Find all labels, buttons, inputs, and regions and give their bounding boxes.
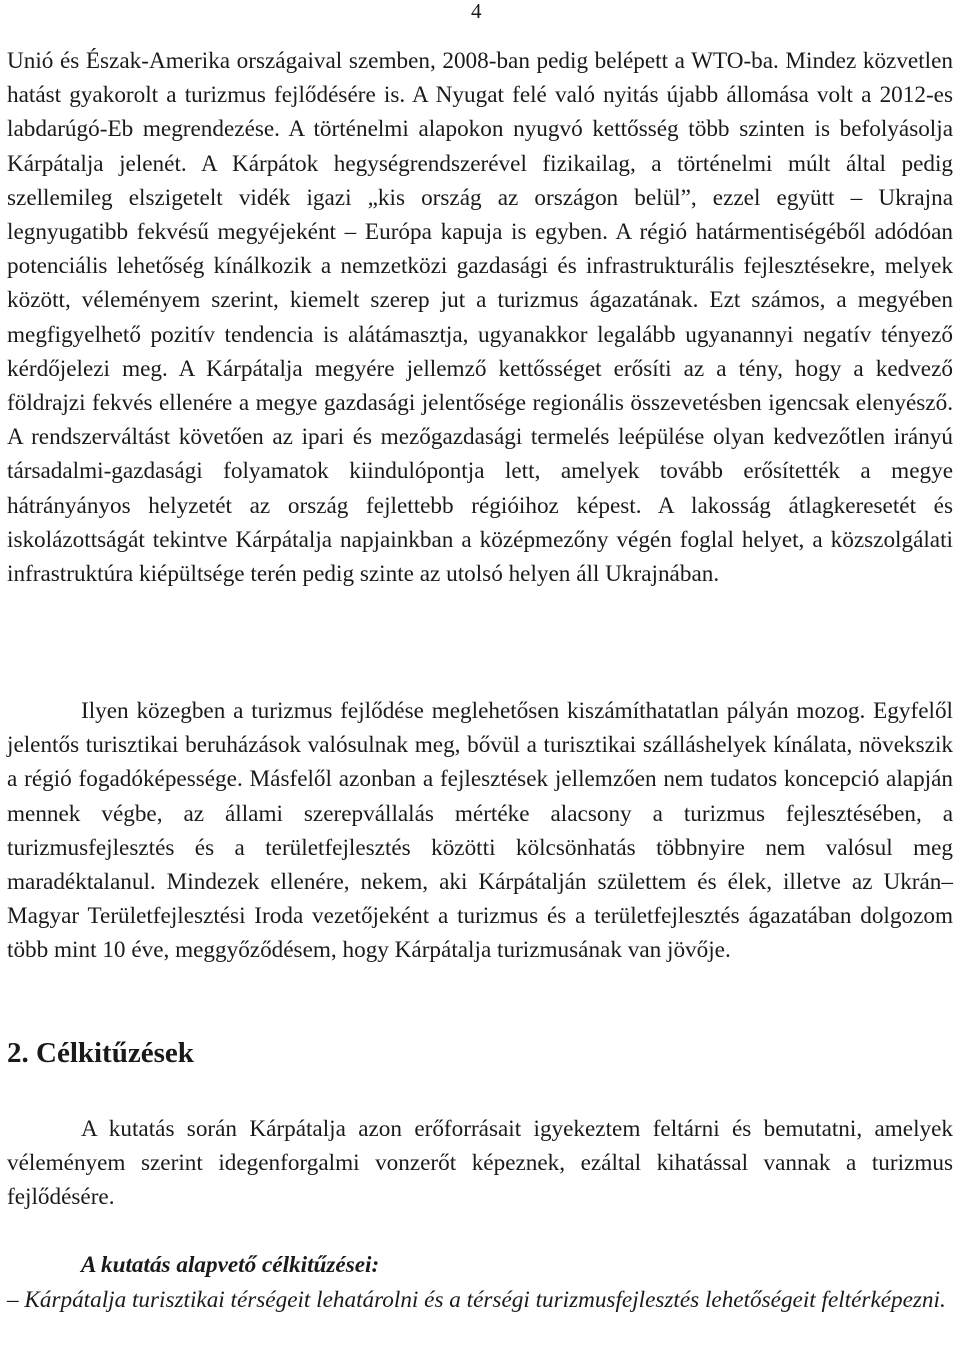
body-paragraph-1: Unió és Észak-Amerika országaival szemben, 2008-ban pedig belépett a WTO-ba. Mindez közvetlen hatást gyakorolt a turizmus fejlődésére is. A Nyugat felé való nyitás újabb állomása volt a 2012-es labdarúgó-Eb megrendezése. A történelmi alapokon nyugvó kettősség több szinten is befolyásolja Kárpátalja jelenét. A Kárpátok hegységrendszerével fizikailag, a történelmi múlt által pedig szellemileg elszigetelt vidék igazi „kis ország az országon belül”, ezzel együtt – Ukrajna legnyugatibb fekvésű megyéjeként – Európa kapuja is egyben. A régió határmentiségéből adódóan potenciális lehetőség kínálkozik a nemzetközi gazdasági és infrastrukturális fejlesztésekre, melyek között, véleményem szerint, kiemelt szerep jut a turizmus ágazatának. Ezt számos, a megyében megfigyelhető pozitív tendencia is alátámasztja, ugyanakkor legalább ugyanannyi negatív tényező kérdőjelezi meg. A Kárpátalja megyére jellemző kettősséget erősíti az a tény, hogy a kedvező földrajzi fekvés ellenére a megye gazdasági jelentősége regionális összevetésben igencsak elenyésző. A rendszerváltást követően az ipari és mezőgazdasági termelés leépülése olyan kedvezőtlen irányú társadalmi-gazdasági folyamatok kiindulópontja lett, amelyek tovább erősítették a megye hátrányányos helyzetét az ország fejlettebb régióihoz képest. A lakosság átlagkeresetét és iskolázottságát tekintve Kárpátalja napjainkban a középmezőny végén foglal helyet, a közszolgálati infrastruktúra kiépültsége terén pedig szinte az utolsó helyen áll Ukrajnában.	[7, 48, 953, 588]
objectives-subheading: A kutatás alapvető célkitűzései:	[81, 1252, 380, 1278]
section-heading: 2. Célkitűzések	[7, 1037, 194, 1069]
body-paragraph-2: Ilyen közegben a turizmus fejlődése meglehetősen kiszámíthatatlan pályán mozog. Egyfelől jelentős turisztikai beruházások valósulnak meg, bővül a turisztikai szálláshelyek kínálata, növekszik a régió fogadóképessége. Másfelől azonban a fejlesztések jellemzően nem tudatos koncepció alapján mennek végbe, az állami szerepvállalás mértéke alacsony a turizmus fejlesztésében, a turizmusfejlesztés és a területfejlesztés közötti kölcsönhatás többnyire nem valósul meg maradéktalanul. Mindezek ellenére, nekem, aki Kárpátalján születtem és élek, illetve az Ukrán–Magyar Területfejlesztési Iroda vezetőjeként a turizmus és a területfejlesztés ágazatában dolgozom több mint 10 éve, meggyőződésem, hogy Kárpátalja turizmusának van jövője.	[7, 698, 953, 964]
section-paragraph: A kutatás során Kárpátalja azon erőforrásait igyekeztem feltárni és bemutatni, amelyek véleményem szerint idegenforgalmi vonzerőt képeznek, ezáltal kihatással vannak a turizmus fejlődésére.	[7, 1116, 953, 1211]
objective-list-item: – Kárpátalja turisztikai térségeit lehatárolni és a térségi turizmusfejlesztés lehetőségeit feltérképezni.	[7, 1287, 946, 1313]
page-number: 4	[471, 0, 482, 23]
